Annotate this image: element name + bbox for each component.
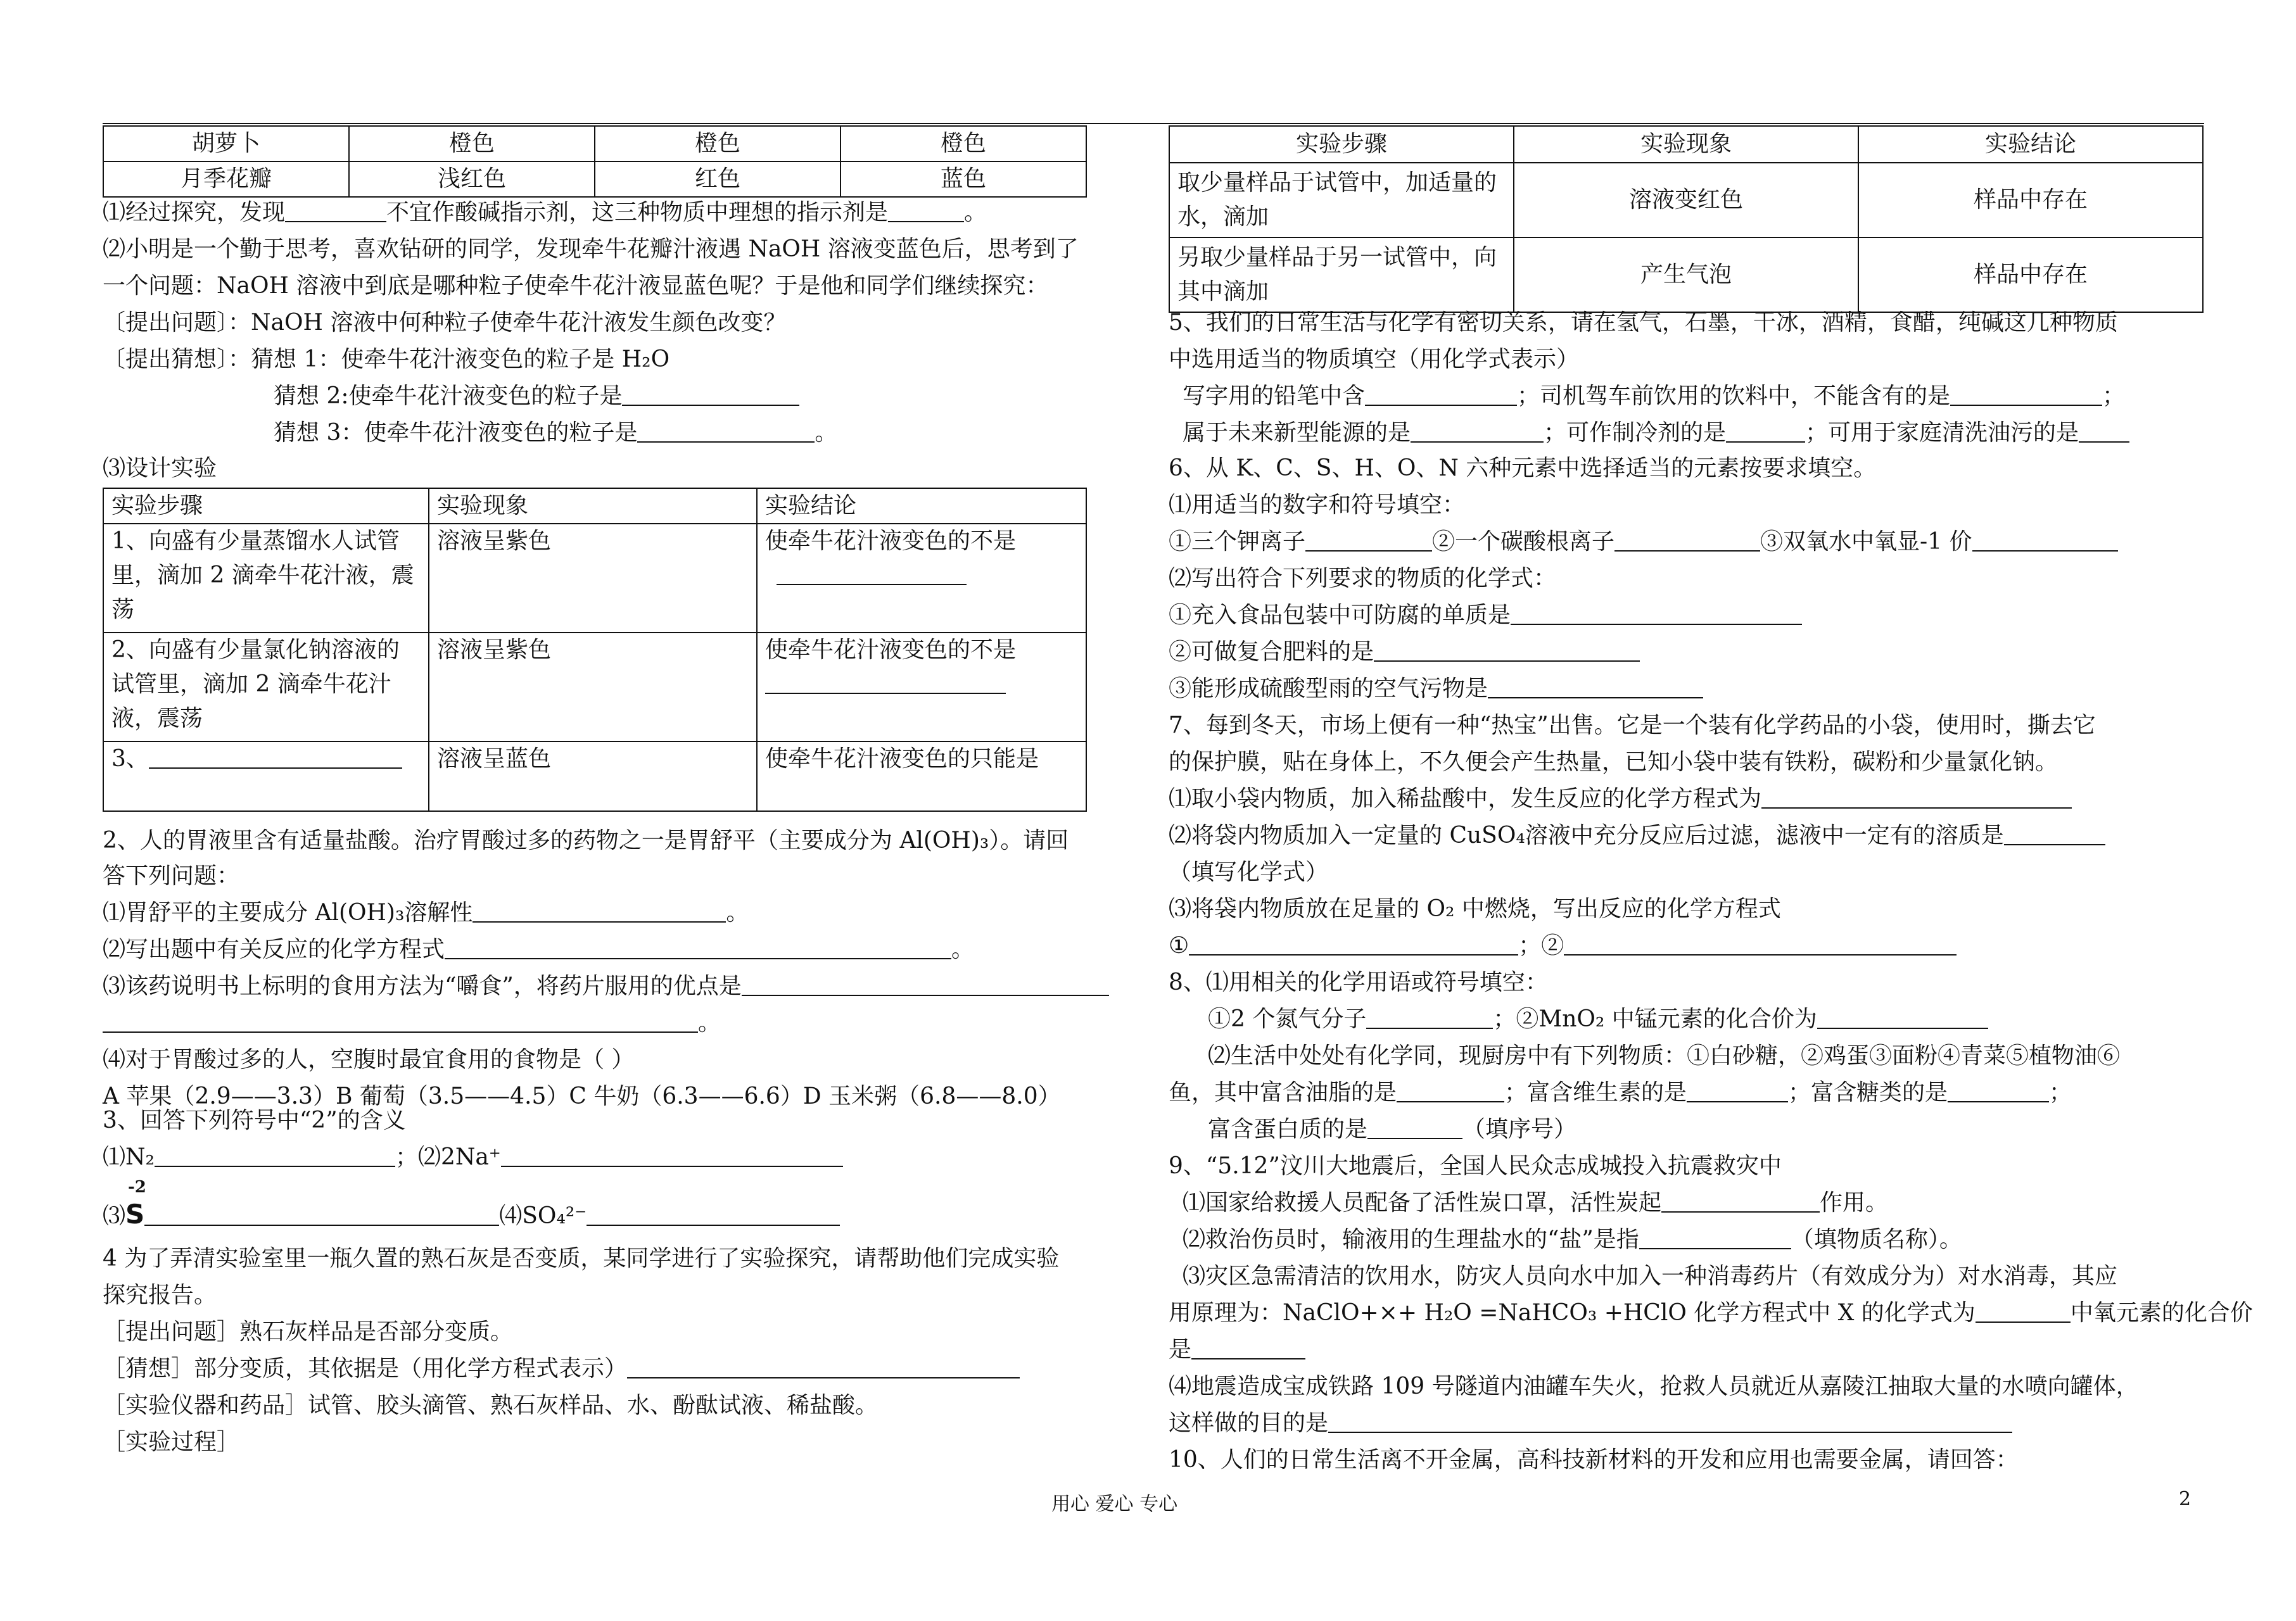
table-cell: 另取少量样品于另一试管中，向其中滴加	[1169, 237, 1514, 312]
answer-blank[interactable]	[1191, 1337, 1305, 1359]
answer-blank[interactable]	[2004, 823, 2105, 845]
answer-blank[interactable]	[1614, 529, 1760, 552]
table-row	[103, 488, 1086, 524]
answer-blank[interactable]	[1948, 1080, 2049, 1102]
answer-blank[interactable]	[149, 746, 402, 769]
q1-line-7: 猜想 3：使牵牛花汁液变色的粒子是 。	[274, 420, 838, 446]
q9-line-3: ⑵救治伤员时，输液用的生理盐水的“盐”是指 （填物质名称）。	[1183, 1227, 1962, 1252]
answer-blank[interactable]	[1726, 420, 1805, 443]
q7-line-6: ⑶将袋内物质放在足量的 O₂ 中燃烧，写出反应的化学方程式	[1169, 896, 1781, 922]
table-row	[1169, 126, 2203, 163]
q8-line-5: 富含蛋白质的是 （填序号）	[1208, 1116, 1577, 1142]
answer-blank[interactable]	[622, 383, 799, 406]
answer-blank[interactable]	[1511, 602, 1802, 625]
answer-blank[interactable]	[1564, 933, 1957, 956]
answer-blank[interactable]	[1661, 1190, 1820, 1213]
table-row	[103, 126, 1086, 161]
table-row	[1169, 163, 2203, 237]
table-cell: 使牵牛花汁液变色的只能是	[757, 741, 1086, 811]
q6-line-5: ①充入食品包装中可防腐的单质是	[1169, 602, 1802, 629]
answer-blank[interactable]	[777, 562, 967, 585]
answer-blank[interactable]	[1367, 1116, 1462, 1139]
answer-blank[interactable]	[473, 900, 726, 923]
q3-line-1: 3、回答下列符号中“2”的含义	[103, 1107, 406, 1133]
table-header: 实验现象	[1514, 126, 1858, 163]
table-cell: 溶液变红色	[1514, 163, 1858, 237]
experiment-table	[103, 488, 1087, 812]
table-cell: 浅红色	[349, 161, 595, 197]
q1-line-4: 〔提出问题〕：NaOH 溶液中何种粒子使牵牛花汁液发生颜色改变？	[103, 310, 787, 336]
table-cell: 橙色	[595, 126, 840, 161]
table-cell: 溶液呈紫色	[429, 524, 757, 633]
table-cell: 月季花瓣	[103, 161, 349, 197]
q2-line-4: ⑵写出题中有关反应的化学方程式 。	[103, 937, 975, 962]
q2-line-3: ⑴胃舒平的主要成分 Al(OH)₃溶解性 。	[103, 900, 749, 926]
answer-blank[interactable]	[1950, 383, 2102, 406]
table-row	[103, 741, 1086, 811]
q6-line-7: ③能形成硫酸型雨的空气污物是	[1169, 675, 1703, 703]
q2-line-1: 2、人的胃液里含有适量盐酸。治疗胃酸过多的药物之一是胃舒平（主要成分为 Al(OH)₃）。请回	[103, 828, 1069, 854]
q4-line-3: ［提出问题］熟石灰样品是否部分变质。	[103, 1319, 514, 1345]
table-cell: 胡萝卜	[103, 126, 349, 161]
q4-line-5: ［实验仪器和药品］试管、胶头滴管、熟石灰样品、水、酚酞试液、稀盐酸。	[103, 1392, 878, 1418]
q6-line-3: ①三个钾离子 ②一个碳酸根离子 ③双氧水中氧显-1 价	[1169, 528, 2118, 556]
table-header: 实验结论	[757, 488, 1086, 524]
q9-line-6: 是	[1169, 1336, 1305, 1364]
q9-line-7: ⑷地震造成宝成铁路 109 号隧道内油罐车失火，抢救人员就近从嘉陵江抽取大量的水喷向罐体，	[1169, 1373, 2139, 1399]
answer-blank[interactable]	[1397, 1080, 1504, 1102]
table-cell: 溶液呈紫色	[429, 633, 757, 741]
answer-blank[interactable]	[637, 420, 815, 443]
answer-blank[interactable]	[1976, 1300, 2071, 1323]
answer-blank[interactable]	[1488, 676, 1703, 698]
q6-line-4: ⑵写出符合下列要求的物质的化学式：	[1169, 565, 1557, 591]
q9-line-5: 用原理为：NaClO+×+ H₂O =NaHCO₃ +HClO 化学方程式中 X 的化学式为 中氧元素的化合价	[1169, 1300, 2253, 1326]
answer-blank[interactable]	[1366, 1006, 1493, 1029]
q7-line-3: ⑴取小袋内物质，加入稀盐酸中，发生反应的化学方程式为	[1169, 785, 2072, 813]
table-header: 实验步骤	[1169, 126, 1514, 163]
answer-blank[interactable]	[1761, 786, 2072, 809]
answer-blank[interactable]	[1411, 420, 1544, 443]
q7-line-5: （填写化学式）	[1169, 859, 1329, 885]
table-cell: 样品中存在	[1858, 163, 2203, 237]
q4-line-4: ［猜想］部分变质，其依据是（用化学方程式表示）	[103, 1355, 1020, 1383]
answer-blank[interactable]	[742, 973, 1109, 996]
q7-line-2: 的保护膜，贴在身体上，不久便会产生热量，已知小袋中装有铁粉，碳粉和少量氯化钠。	[1169, 749, 2058, 775]
answer-blank[interactable]	[1328, 1410, 2012, 1433]
q5-line-3: 写字用的铅笔中含 ；司机驾车前饮用的饮料中，不能含有的是 ；	[1183, 383, 2126, 409]
table-row	[103, 524, 1086, 633]
answer-blank[interactable]	[501, 1144, 843, 1167]
table-cell: 2、向盛有少量氯化钠溶液的试管里，滴加 2 滴牵牛花汁液，震荡	[103, 633, 429, 741]
table-cell: 样品中存在	[1858, 237, 2203, 312]
answer-blank[interactable]	[2079, 420, 2129, 443]
table-cell: 蓝色	[840, 161, 1086, 197]
q4-line-6: ［实验过程］	[103, 1429, 240, 1455]
answer-blank[interactable]	[155, 1144, 395, 1167]
q10-line-1: 10、人们的日常生活离不开金属，高科技新材料的开发和应用也需要金属，请回答：	[1169, 1447, 2019, 1473]
q5-line-4: 属于未来新型能源的是 ；可作制冷剂的是 ；可用于家庭清洗油污的是	[1183, 419, 2129, 447]
table-cell: 3、	[103, 741, 429, 811]
q9-line-2: ⑴国家给救援人员配备了活性炭口罩，活性炭起 作用。	[1183, 1190, 1889, 1216]
answer-blank[interactable]	[888, 199, 964, 222]
q5-line-2: 中选用适当的物质填空（用化学式表示）	[1169, 346, 1580, 372]
answer-blank[interactable]	[144, 1203, 499, 1226]
answer-blank[interactable]	[1189, 933, 1518, 956]
q9-line-4: ⑶灾区急需清洁的饮用水，防灾人员向水中加入一种消毒药片（有效成分为）对水消毒，其应	[1183, 1263, 2118, 1289]
q2-line-5: ⑶该药说明书上标明的食用方法为“嚼食”，将药片服用的优点是	[103, 973, 1109, 1000]
q2-line-6: 。	[103, 1009, 721, 1037]
answer-blank[interactable]	[1817, 1006, 1988, 1029]
top-rule	[103, 123, 2204, 124]
q1-line-3: 一个问题：NaOH 溶液中到底是哪种粒子使牵牛花汁液显蓝色呢？于是他和同学们继续探究：	[103, 273, 1049, 299]
table-header: 实验现象	[429, 488, 757, 524]
page-number: 2	[2179, 1488, 2191, 1510]
answer-blank[interactable]	[1687, 1080, 1788, 1102]
q8-line-4: 鱼，其中富含油脂的是 ；富含维生素的是 ；富含糖类的是 ；	[1169, 1080, 2072, 1106]
q1-line-8: ⑶设计实验	[103, 455, 217, 481]
table-cell: 使牵牛花汁液变色的不是	[757, 524, 1086, 633]
q1-line-5: 〔提出猜想〕：猜想 1：使牵牛花汁液变色的粒子是 H₂O	[103, 346, 670, 372]
answer-blank[interactable]	[1305, 529, 1432, 552]
table-row	[103, 633, 1086, 741]
q1-line-6: 猜想 2:使牵牛花汁液变色的粒子是	[274, 382, 799, 410]
table-row	[1169, 237, 2203, 312]
table-row	[103, 161, 1086, 197]
answer-blank[interactable]	[1972, 529, 2118, 552]
table-cell: 橙色	[349, 126, 595, 161]
q2-line-7: ⑷对于胃酸过多的人，空腹时最宜食用的食物是（ ）	[103, 1047, 635, 1073]
q7-line-1: 7、每到冬天，市场上便有一种“热宝”出售。它是一个装有化学药品的小袋，使用时，撕去它	[1169, 712, 2096, 738]
table-cell: 橙色	[840, 126, 1086, 161]
valence-mark: -2	[128, 1178, 146, 1197]
sulfur-symbol: S	[125, 1199, 145, 1230]
table-cell: 红色	[595, 161, 840, 197]
q2-line-2: 答下列问题：	[103, 863, 240, 889]
answer-blank[interactable]	[587, 1203, 840, 1226]
q9-line-1: 9、“5.12”汶川大地震后，全国人民众志成城投入抗震救灾中	[1169, 1153, 1782, 1179]
q8-line-2: ①2 个氮气分子 ；②MnO₂ 中锰元素的化合价为	[1208, 1006, 1988, 1033]
table-cell: 取少量样品于试管中，加适量的水，滴加	[1169, 163, 1514, 237]
answer-blank[interactable]	[627, 1356, 1020, 1378]
q6-line-2: ⑴用适当的数字和符号填空：	[1169, 492, 1466, 518]
color-table	[103, 125, 1087, 198]
table-cell: 溶液呈蓝色	[429, 741, 757, 811]
answer-blank[interactable]	[103, 1010, 698, 1033]
q3-line-3: ⑶S ⑷SO₄²⁻	[103, 1201, 840, 1230]
q9-line-8: 这样做的目的是	[1169, 1410, 2012, 1437]
q8-line-3: ⑵生活中处处有化学同，现厨房中有下列物质：①白砂糖，②鸡蛋③面粉④青菜⑤植物油⑥	[1208, 1043, 2121, 1069]
answer-blank[interactable]	[765, 671, 1006, 694]
q8-line-1: 8、⑴用相关的化学用语或符号填空：	[1169, 969, 1548, 995]
answer-blank[interactable]	[1365, 383, 1517, 406]
table-cell: 产生气泡	[1514, 237, 1858, 312]
q7-line-7: ① ；②	[1169, 932, 1957, 960]
table-header: 实验步骤	[103, 488, 429, 524]
process-table	[1169, 125, 2204, 313]
table-header: 实验结论	[1858, 126, 2203, 163]
q3-line-2: ⑴N₂ ；⑵2Na⁺	[103, 1144, 843, 1171]
q5-line-1: 5、我们的日常生活与化学有密切关系，请在氢气，石墨，干冰，酒精，食醋，纯碱这几种物质	[1169, 310, 2118, 336]
q1-line-1: ⑴经过探究，发现 不宜作酸碱指示剂，这三种物质中理想的指示剂是 。	[103, 199, 987, 225]
answer-blank[interactable]	[445, 937, 951, 959]
footer-motto: 用心 爱心 专心	[1051, 1493, 1178, 1515]
q7-line-4: ⑵将袋内物质加入一定量的 CuSO₄溶液中充分反应后过滤，滤液中一定有的溶质是	[1169, 822, 2105, 850]
table-cell: 1、向盛有少量蒸馏水人试管里，滴加 2 滴牵牛花汁液，震荡	[103, 524, 429, 633]
q1-line-2: ⑵小明是一个勤于思考，喜欢钻研的同学，发现牵牛花瓣汁液遇 NaOH 溶液变蓝色后，思考到了	[103, 236, 1079, 262]
q4-line-2: 探究报告。	[103, 1282, 217, 1308]
q6-line-6: ②可做复合肥料的是	[1169, 638, 1640, 666]
answer-blank[interactable]	[1374, 639, 1640, 662]
q4-line-1: 4 为了弄清实验室里一瓶久置的熟石灰是否变质，某同学进行了实验探究，请帮助他们完成实验	[103, 1246, 1060, 1271]
q6-line-1: 6、从 K、C、S、H、O、N 六种元素中选择适当的元素按要求填空。	[1169, 455, 1877, 481]
q2-line-8: A 苹果（2.9——3.3）B 葡萄（3.5——4.5）C 牛奶（6.3——6.6）D 玉米粥（6.8——8.0）	[103, 1083, 1061, 1109]
table-cell: 使牵牛花汁液变色的不是	[757, 633, 1086, 741]
answer-blank[interactable]	[285, 199, 386, 222]
answer-blank[interactable]	[1639, 1227, 1791, 1249]
